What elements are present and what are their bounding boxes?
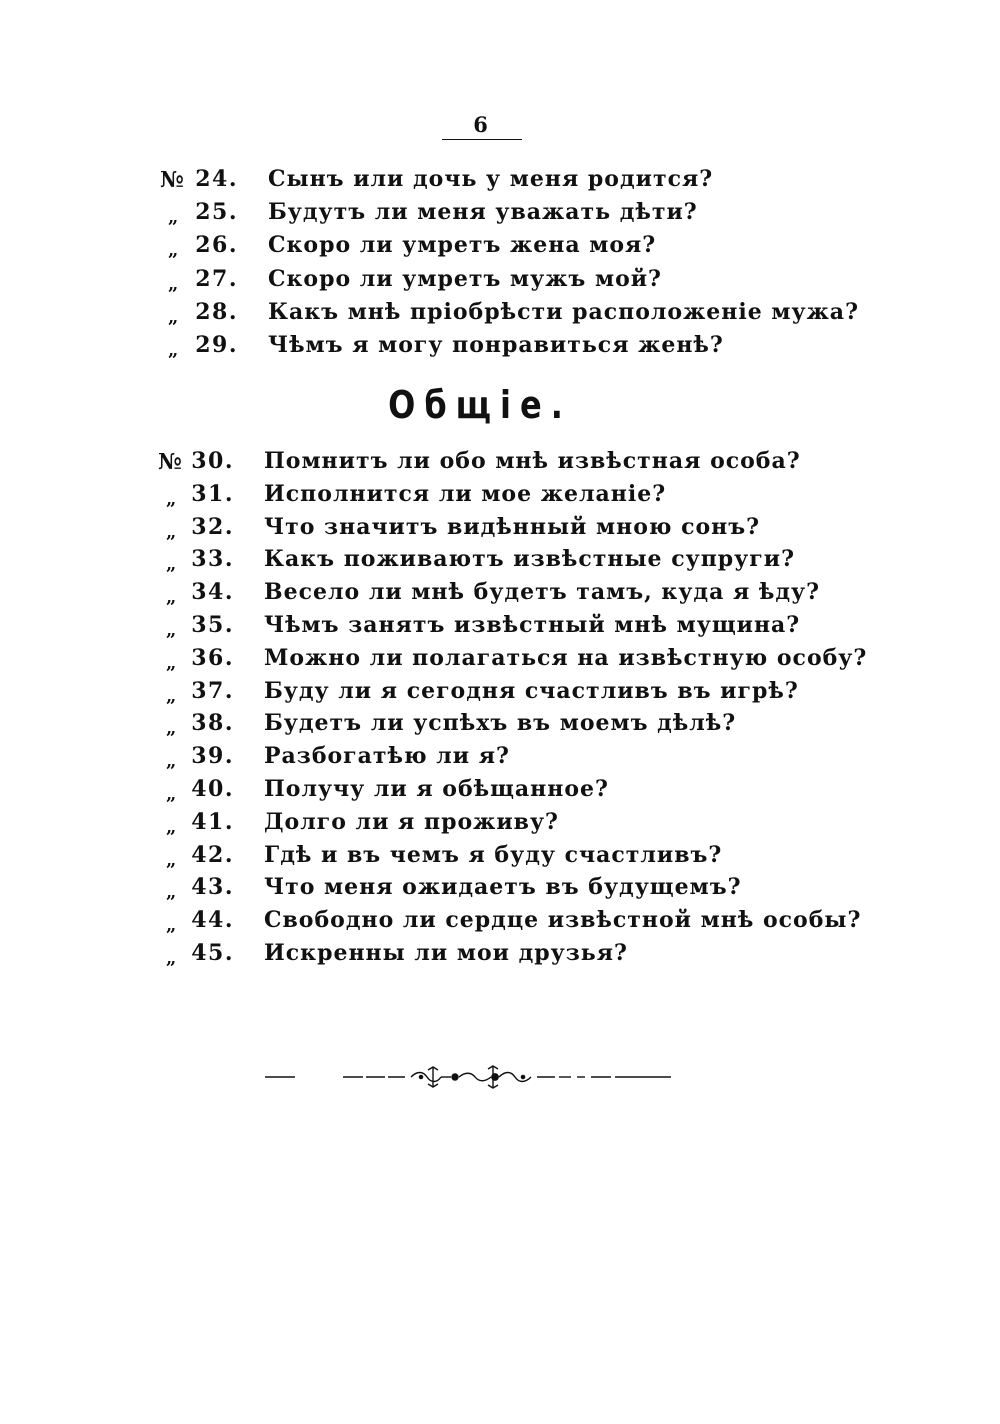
ditto-mark: „ xyxy=(166,751,177,773)
ditto-mark: „ xyxy=(166,685,177,707)
question-row xyxy=(0,481,1000,514)
ditto-mark: „ xyxy=(168,240,179,262)
question-row xyxy=(0,448,1000,481)
question-number: 35. xyxy=(191,611,234,638)
question-number: 41. xyxy=(191,808,234,835)
question-row xyxy=(0,514,1000,547)
question-row xyxy=(0,579,1000,612)
question-number: 31. xyxy=(191,480,234,507)
question-text: Что меня ожидаетъ въ будущемъ? xyxy=(264,874,742,901)
question-text: Будутъ ли меня уважать дѣти? xyxy=(268,199,698,226)
question-row xyxy=(0,612,1000,645)
ditto-mark: „ xyxy=(166,783,177,805)
ditto-mark: „ xyxy=(166,849,177,871)
question-row xyxy=(0,809,1000,842)
question-list-second xyxy=(0,448,1000,973)
question-text: Весело ли мнѣ будетъ тамъ, куда я ѣду? xyxy=(264,579,820,606)
question-row xyxy=(0,776,1000,809)
question-text: Будетъ ли успѣхъ въ моемъ дѣлѣ? xyxy=(264,710,737,737)
number-sign: № xyxy=(158,449,182,475)
question-number: 28. xyxy=(195,298,238,325)
question-row xyxy=(0,199,1000,232)
question-number: 36. xyxy=(191,644,234,671)
number-sign: № xyxy=(160,167,184,193)
ditto-mark: „ xyxy=(166,718,177,740)
floral-divider-icon xyxy=(265,1062,675,1092)
section-heading: Общіе. xyxy=(388,382,572,428)
question-number: 27. xyxy=(195,265,238,292)
page-number: 6 xyxy=(473,112,489,137)
question-number: 29. xyxy=(195,331,238,358)
question-row xyxy=(0,710,1000,743)
ditto-mark: „ xyxy=(166,947,177,969)
question-text: Какъ мнѣ пріобрѣсти расположеніе мужа? xyxy=(268,298,859,325)
question-text: Свободно ли сердце извѣстной мнѣ особы? xyxy=(264,907,862,934)
ditto-mark: „ xyxy=(166,652,177,674)
question-number: 24. xyxy=(195,166,238,192)
ditto-mark: „ xyxy=(166,587,177,609)
ditto-mark: „ xyxy=(168,273,179,295)
question-number: 43. xyxy=(191,874,234,901)
question-text: Чѣмъ я могу понравиться женѣ? xyxy=(268,331,724,358)
ditto-mark: „ xyxy=(166,619,177,641)
ditto-mark: „ xyxy=(168,339,179,361)
question-list-first xyxy=(0,166,1000,365)
question-number: 40. xyxy=(191,775,234,802)
question-row xyxy=(0,940,1000,973)
question-text: Скоро ли умретъ мужъ мой? xyxy=(268,265,662,292)
question-number: 38. xyxy=(191,710,234,737)
ditto-mark: „ xyxy=(166,488,177,510)
question-text: Исполнится ли мое желаніе? xyxy=(264,480,667,507)
ditto-mark: „ xyxy=(166,915,177,937)
question-number: 34. xyxy=(191,579,234,606)
question-row xyxy=(0,166,1000,199)
question-number: 30. xyxy=(191,448,234,474)
question-text: Что значитъ видѣнный мною сонъ? xyxy=(264,513,761,540)
question-number: 26. xyxy=(195,232,238,259)
question-text: Гдѣ и въ чемъ я буду счастливъ? xyxy=(264,841,723,868)
question-text: Разбогатѣю ли я? xyxy=(264,743,510,770)
question-text: Помнитъ ли обо мнѣ извѣстная особа? xyxy=(264,448,801,474)
question-text: Скоро ли умретъ жена моя? xyxy=(268,232,657,259)
question-number: 25. xyxy=(195,199,238,226)
ditto-mark: „ xyxy=(166,816,177,838)
question-row xyxy=(0,645,1000,678)
question-text: Буду ли я сегодня счастливъ въ игрѣ? xyxy=(264,677,799,704)
ditto-mark: „ xyxy=(166,882,177,904)
question-text: Искренны ли мои друзья? xyxy=(264,939,628,966)
question-row xyxy=(0,907,1000,940)
ditto-mark: „ xyxy=(168,306,179,328)
question-row xyxy=(0,678,1000,711)
question-row xyxy=(0,332,1000,365)
ditto-mark: „ xyxy=(168,207,179,229)
question-text: Какъ поживаютъ извѣстные супруги? xyxy=(264,546,795,573)
question-number: 45. xyxy=(191,939,234,966)
question-text: Долго ли я проживу? xyxy=(264,808,559,835)
question-row xyxy=(0,546,1000,579)
question-text: Чѣмъ занятъ извѣстный мнѣ мущина? xyxy=(264,611,801,638)
question-row xyxy=(0,842,1000,875)
question-row xyxy=(0,874,1000,907)
question-row xyxy=(0,266,1000,299)
question-number: 33. xyxy=(191,546,234,573)
question-number: 44. xyxy=(191,907,234,934)
ditto-mark: „ xyxy=(166,521,177,543)
question-number: 39. xyxy=(191,743,234,770)
question-text: Можно ли полагаться на извѣстную особу? xyxy=(264,644,868,671)
ditto-mark: „ xyxy=(166,554,177,576)
question-row xyxy=(0,232,1000,265)
question-row xyxy=(0,743,1000,776)
question-number: 37. xyxy=(191,677,234,704)
question-number: 32. xyxy=(191,513,234,540)
question-row xyxy=(0,299,1000,332)
page-number-rule xyxy=(442,139,522,140)
question-text: Получу ли я обѣщанное? xyxy=(264,775,609,802)
question-number: 42. xyxy=(191,841,234,868)
question-text: Сынъ или дочь у меня родится? xyxy=(268,166,714,192)
